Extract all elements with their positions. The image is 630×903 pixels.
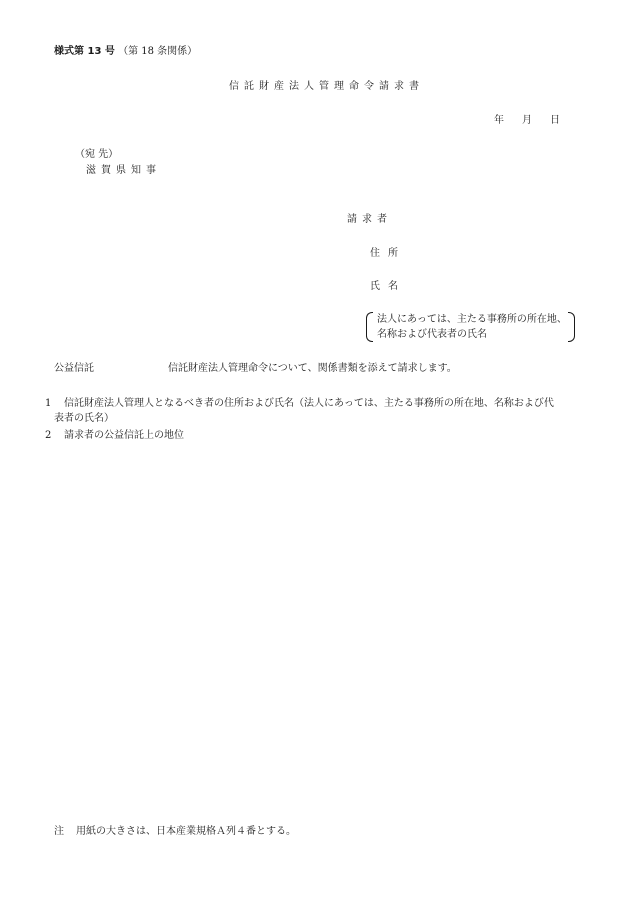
requester-note-line2: 名称および代表者の氏名 bbox=[377, 329, 487, 340]
footnote-text: 用紙の大きさは、日本産業規格Ａ列４番とする。 bbox=[76, 826, 296, 837]
requester-name-label: 氏名 bbox=[370, 281, 406, 292]
item-1-number: 1 bbox=[45, 398, 52, 409]
date-day: 日 bbox=[550, 115, 560, 126]
item-1-text-cont: 表者の氏名） bbox=[54, 413, 114, 424]
requester-label: 請求者 bbox=[347, 214, 392, 225]
request-text: 信託財産法人管理命令について、関係書類を添えて請求します。 bbox=[168, 363, 457, 374]
date-month: 月 bbox=[522, 115, 532, 126]
form-reference: （第 18 条関係） bbox=[118, 46, 198, 57]
footnote-label: 注 bbox=[54, 826, 64, 837]
requester-address-label: 住所 bbox=[370, 248, 406, 259]
form-number: 様式第 13 号 bbox=[54, 46, 115, 57]
requester-note-line1: 法人にあっては、主たる事務所の所在地、 bbox=[377, 314, 567, 325]
item-2-text: 請求者の公益信託上の地位 bbox=[64, 430, 184, 441]
item-1-text: 信託財産法人管理人となるべき者の住所および氏名（法人にあっては、主たる事務所の所在地、名称および代 bbox=[64, 398, 554, 409]
trust-label: 公益信託 bbox=[54, 363, 94, 374]
addressee-label: （宛 先） bbox=[75, 149, 119, 160]
form-number-line bbox=[54, 45, 197, 58]
date-line bbox=[494, 114, 560, 127]
item-2-number: 2 bbox=[45, 430, 52, 441]
document-title: 信託財産法人管理命令請求書 bbox=[229, 81, 424, 92]
date-year: 年 bbox=[494, 115, 504, 126]
bracket-left bbox=[366, 312, 373, 342]
addressee-name: 滋賀県知事 bbox=[86, 165, 161, 176]
bracket-right bbox=[568, 312, 575, 342]
